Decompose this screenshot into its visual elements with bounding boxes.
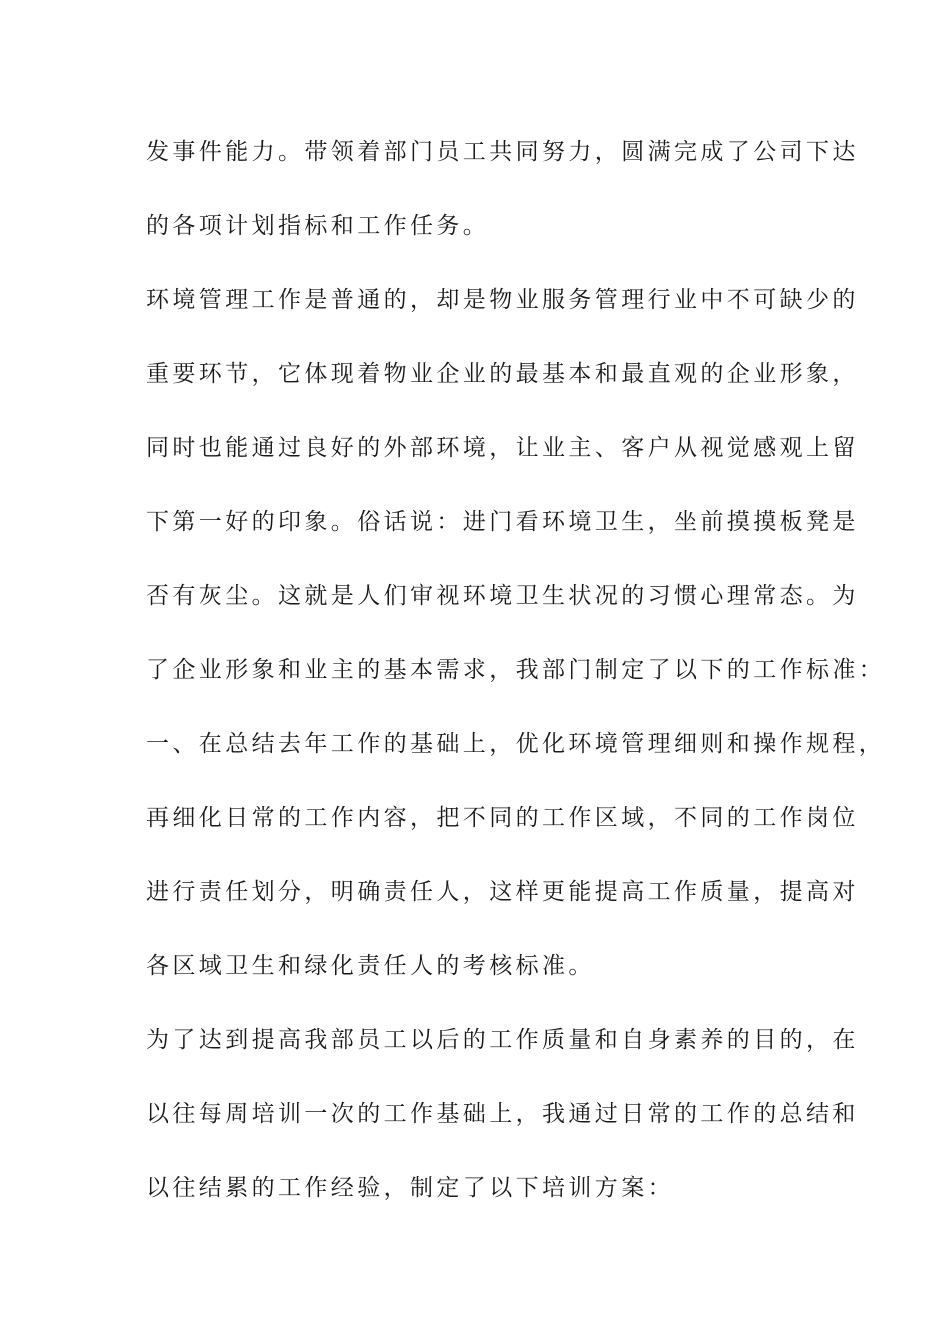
text-line: 发事件能力。带领着部门员工共同努力，圆满完成了公司下达 (146, 139, 859, 165)
text-line: 下第一好的印象。俗话说：进门看环境卫生，坐前摸摸板凳是 (146, 509, 859, 535)
text-line: 的各项计划指标和工作任务。 (146, 213, 490, 239)
text-line: 环境管理工作是普通的，却是物业服务管理行业中不可缺少的 (146, 287, 859, 313)
text-line: 了企业形象和业主的基本需求，我部门制定了以下的工作标准： (146, 657, 886, 683)
text-line: 一、在总结去年工作的基础上，优化环境管理细则和操作规程， (146, 731, 886, 757)
text-line: 各区域卫生和绿化责任人的考核标准。 (146, 953, 595, 979)
text-line: 以往结累的工作经验，制定了以下培训方案： (146, 1175, 674, 1201)
text-line: 为了达到提高我部员工以后的工作质量和自身素养的目的，在 (146, 1027, 859, 1053)
text-line: 重要环节，它体现着物业企业的最基本和最直观的企业形象， (146, 361, 859, 387)
text-line: 以往每周培训一次的工作基础上，我通过日常的工作的总结和 (146, 1101, 859, 1127)
text-line: 进行责任划分，明确责任人，这样更能提高工作质量，提高对 (146, 879, 859, 905)
text-line: 同时也能通过良好的外部环境，让业主、客户从视觉感观上留 (146, 435, 859, 461)
text-line: 再细化日常的工作内容，把不同的工作区域，不同的工作岗位 (146, 805, 859, 831)
text-line: 否有灰尘。这就是人们审视环境卫生状况的习惯心理常态。为 (146, 583, 859, 609)
